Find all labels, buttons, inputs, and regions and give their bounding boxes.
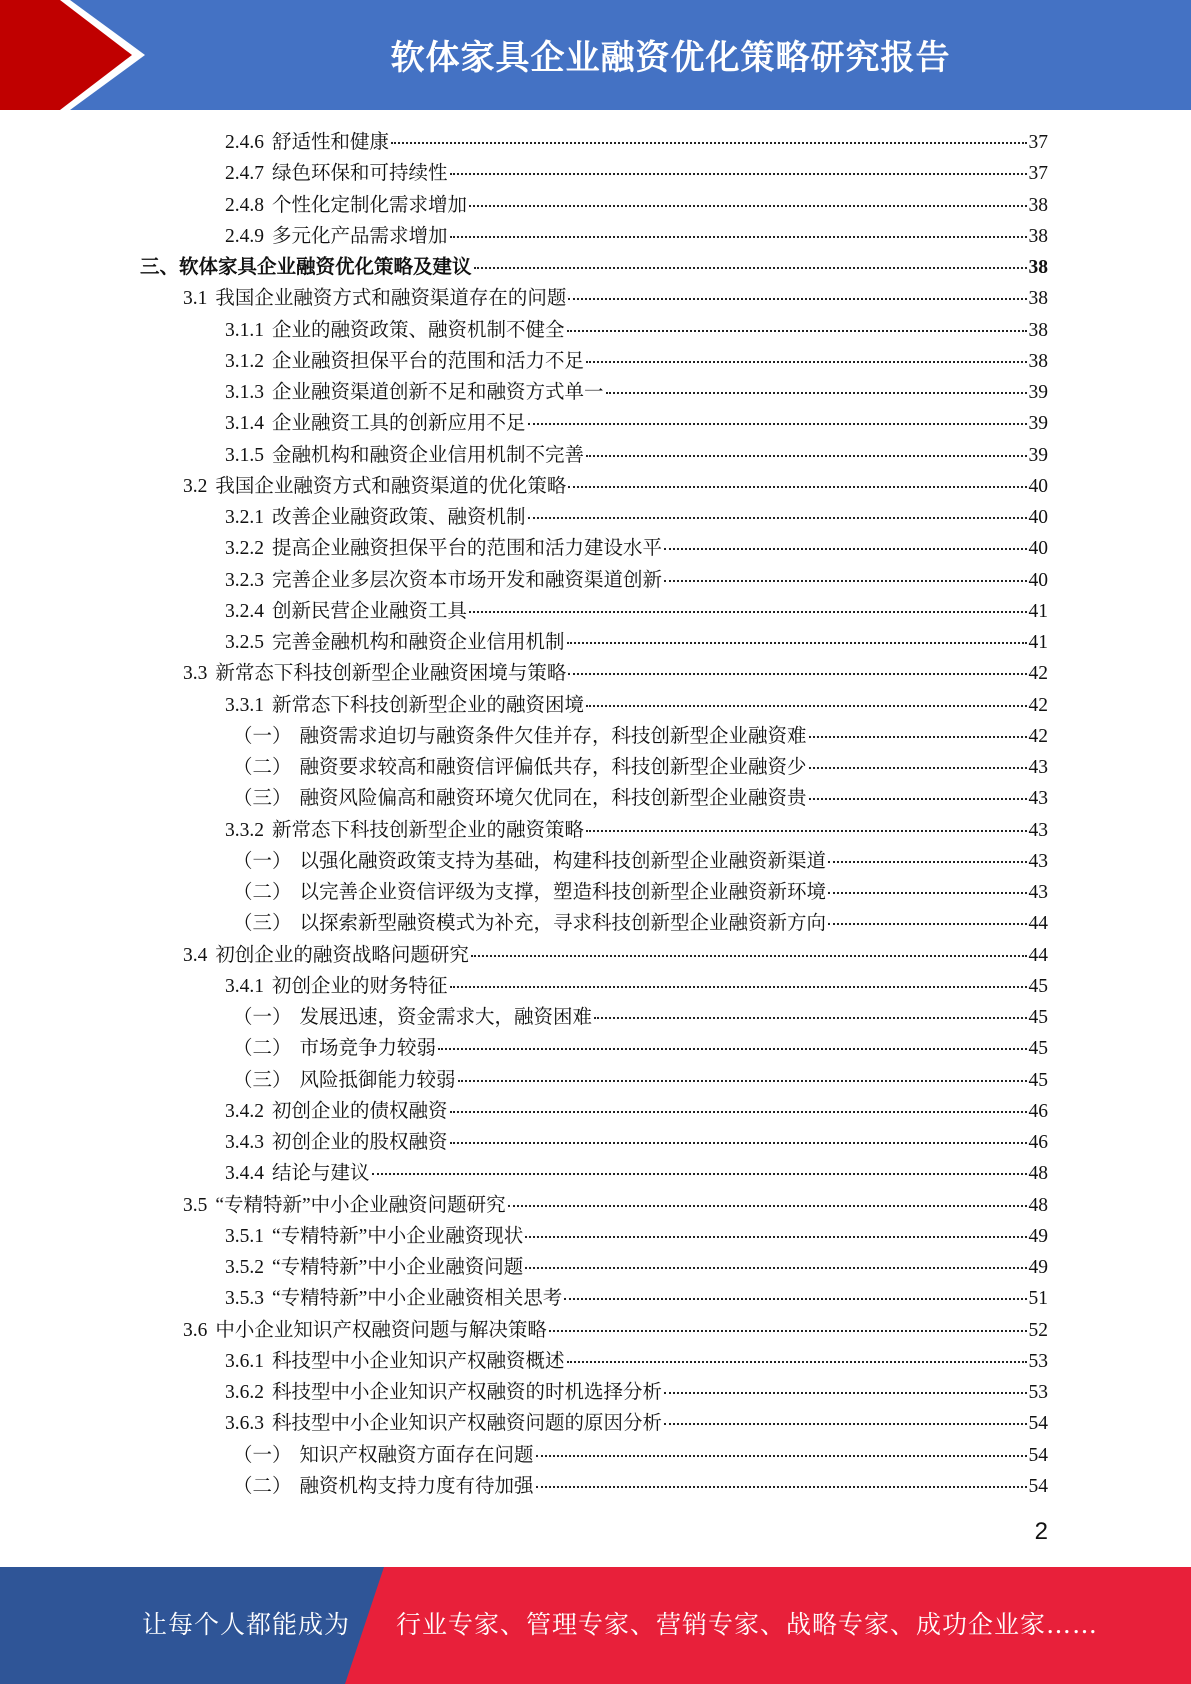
toc-entry-page: 43: [1028, 882, 1048, 903]
toc-dot-leader: [828, 861, 1026, 863]
page-number: 2: [1034, 1518, 1048, 1545]
toc-dot-leader: [438, 1048, 1026, 1050]
toc-entry-title: 创新民营企业融资工具: [272, 600, 468, 622]
toc-entry-title: 发展迅速，资金需求大，融资困难: [299, 1007, 593, 1028]
toc-dot-leader: [525, 1267, 1026, 1269]
toc-dot-leader: [528, 517, 1027, 519]
toc-entry-title: 企业融资担保平台的范围和活力不足: [272, 350, 585, 372]
toc-entry-title: 融资需求迫切与融资条件欠佳并存，科技创新型企业融资难: [299, 725, 807, 747]
toc-entry-number: （一）: [233, 1007, 292, 1028]
toc-entry-page: 48: [1028, 1163, 1048, 1185]
toc-entry-number: （一）: [233, 850, 292, 872]
toc-dot-leader: [568, 486, 1026, 488]
toc-dot-leader: [664, 548, 1026, 550]
toc-dot-leader: [391, 142, 1026, 144]
toc-entry[interactable]: [225, 502, 1048, 533]
toc-entry-title: 完善金融机构和融资企业信用机制: [272, 632, 565, 653]
toc-entry[interactable]: [225, 1346, 1048, 1377]
toc-dot-leader: [568, 673, 1026, 675]
toc-dot-leader: [568, 298, 1026, 300]
toc-entry-page: 39: [1028, 382, 1048, 403]
toc-dot-leader: [586, 361, 1026, 363]
toc-entry-title: “专精特新”中小企业融资问题: [272, 1257, 524, 1278]
toc-entry-title: 市场竞争力较弱: [299, 1038, 437, 1060]
toc-entry-number: 3.1.2: [225, 350, 264, 372]
toc-dot-leader: [594, 1017, 1026, 1019]
toc-dot-leader: [828, 892, 1026, 894]
toc-entry-page: 52: [1028, 1319, 1048, 1341]
toc-entry-number: 3.2.3: [225, 569, 264, 591]
toc-entry-number: 3.6.1: [225, 1350, 264, 1372]
toc-entry-number: （二）: [233, 757, 292, 778]
toc-entry-number: （三）: [233, 1069, 292, 1091]
toc-entry-title: 企业的融资政策、融资机制不健全: [272, 319, 565, 341]
toc-entry-number: 3.4: [183, 944, 208, 966]
toc-entry-page: 44: [1028, 944, 1048, 966]
toc-entry[interactable]: [225, 190, 1048, 221]
toc-entry[interactable]: [225, 971, 1048, 1002]
toc-entry[interactable]: [183, 940, 1048, 971]
toc-entry-title: 初创企业的债权融资: [272, 1100, 448, 1122]
toc-dot-leader: [809, 767, 1027, 769]
toc-dot-leader: [536, 1486, 1027, 1488]
toc-entry-number: 3.3.1: [225, 694, 264, 716]
toc-entry-number: 3.1: [183, 288, 208, 310]
toc-dot-leader: [586, 830, 1026, 832]
toc-entry-number: 3.1.4: [225, 413, 264, 435]
toc-entry[interactable]: [225, 1158, 1048, 1189]
toc-entry-page: 41: [1028, 600, 1048, 622]
toc-dot-leader: [372, 1173, 1027, 1175]
toc-entry[interactable]: [225, 1377, 1048, 1408]
toc-entry-number: 3.5: [183, 1194, 208, 1216]
toc-entry[interactable]: [225, 1408, 1048, 1439]
toc-entry[interactable]: [233, 783, 1048, 814]
toc-dot-leader: [450, 986, 1027, 988]
toc-entry-title: 融资机构支持力度有待加强: [299, 1475, 534, 1497]
toc-entry-page: 54: [1028, 1444, 1048, 1466]
toc-entry-title: 金融机构和融资企业信用机制不完善: [272, 444, 585, 466]
toc-entry-page: 51: [1028, 1288, 1048, 1310]
toc-entry-title: 科技型中小企业知识产权融资概述: [272, 1350, 565, 1372]
toc-entry[interactable]: [225, 565, 1048, 596]
toc-entry-title: 软体家具企业融资优化策略及建议: [179, 257, 472, 278]
toc-entry-title: 初创企业的财务特征: [272, 975, 448, 997]
toc-entry[interactable]: [140, 252, 1048, 283]
toc-entry-page: 37: [1028, 132, 1048, 153]
toc-entry-number: 3.4.3: [225, 1132, 264, 1153]
toc-entry-number: （一）: [233, 1444, 292, 1466]
toc-entry-number: 3.3.2: [225, 819, 264, 841]
toc-entry-page: 53: [1028, 1382, 1048, 1403]
toc-entry-number: （三）: [233, 788, 292, 810]
toc-entry[interactable]: [225, 127, 1048, 158]
toc-entry-title: 个性化定制化需求增加: [272, 194, 468, 216]
toc-entry-title: “专精特新”中小企业融资相关思考: [272, 1288, 563, 1310]
toc-dot-leader: [809, 736, 1027, 738]
toc-entry-number: 3.2.5: [225, 632, 264, 653]
toc-entry-number: （二）: [233, 1475, 292, 1497]
toc-entry[interactable]: [225, 1221, 1048, 1252]
toc-entry-number: 3.4.4: [225, 1163, 264, 1185]
toc-entry[interactable]: [233, 752, 1048, 783]
toc-entry-number: 3.3: [183, 663, 208, 685]
toc-entry-page: 41: [1028, 632, 1048, 653]
toc-entry[interactable]: [183, 658, 1048, 689]
toc-entry-page: 49: [1028, 1225, 1048, 1247]
toc-entry-page: 37: [1028, 163, 1048, 185]
toc-dot-leader: [508, 1205, 1027, 1207]
toc-entry-title: 以强化融资政策支持为基础，构建科技创新型企业融资新渠道: [299, 850, 827, 872]
toc-entry-page: 45: [1028, 1038, 1048, 1060]
page-header: [0, 0, 1191, 110]
toc-entry-title: 企业融资工具的创新应用不足: [272, 413, 526, 435]
footer-slogan-right: 行业专家、管理专家、营销专家、战略专家、成功企业家……: [396, 1610, 1099, 1639]
toc-entry[interactable]: [183, 1190, 1048, 1221]
toc-dot-leader: [567, 330, 1027, 332]
toc-entry-page: 39: [1028, 413, 1048, 435]
toc-entry-page: 43: [1028, 819, 1048, 841]
toc-entry-number: 3.5.3: [225, 1288, 264, 1310]
toc-entry[interactable]: [225, 408, 1048, 439]
toc-entry-number: （二）: [233, 882, 292, 903]
toc-entry-page: 49: [1028, 1257, 1048, 1278]
toc-entry[interactable]: [225, 377, 1048, 408]
toc-entry-page: 40: [1028, 507, 1048, 528]
toc-entry[interactable]: [225, 1252, 1048, 1283]
toc-entry-page: 45: [1028, 1069, 1048, 1091]
toc-entry-number: 3.1.5: [225, 444, 264, 466]
toc-entry-title: 新常态下科技创新型企业的融资策略: [272, 819, 585, 841]
toc-entry-page: 53: [1028, 1350, 1048, 1372]
toc-entry[interactable]: [225, 627, 1048, 658]
toc-entry-number: 3.5.2: [225, 1257, 264, 1278]
toc-entry[interactable]: [233, 846, 1048, 877]
toc-entry-title: 以探索新型融资模式为补充，寻求科技创新型企业融资新方向: [299, 913, 827, 935]
toc-entry-title: 初创企业的股权融资: [272, 1132, 448, 1153]
toc-entry-number: 2.4.7: [225, 163, 264, 185]
toc-entry-number: （二）: [233, 1038, 292, 1060]
toc-entry-page: 43: [1028, 757, 1048, 778]
toc-entry[interactable]: [225, 1096, 1048, 1127]
toc-entry[interactable]: [183, 1315, 1048, 1346]
toc-dot-leader: [664, 1392, 1026, 1394]
toc-entry-page: 39: [1028, 444, 1048, 466]
toc-entry-page: 38: [1028, 350, 1048, 372]
toc-entry-page: 44: [1028, 913, 1048, 935]
toc-entry-title: 我国企业融资方式和融资渠道的优化策略: [215, 475, 567, 497]
report-title: 软体家具企业融资优化策略研究报告: [390, 38, 951, 78]
toc-entry-page: 43: [1028, 788, 1048, 810]
toc-entry-page: 45: [1028, 975, 1048, 997]
toc-dot-leader: [664, 1423, 1026, 1425]
toc-entry[interactable]: [233, 1065, 1048, 1096]
toc-dot-leader: [458, 1080, 1027, 1082]
toc-entry-number: 3.5.1: [225, 1225, 264, 1247]
toc-entry-title: 我国企业融资方式和融资渠道存在的问题: [215, 288, 567, 310]
toc-entry-number: 三、: [140, 257, 180, 278]
toc-entry-number: 2.4.9: [225, 225, 264, 247]
toc-entry-number: 3.2: [183, 475, 208, 497]
toc-entry-page: 38: [1028, 225, 1048, 247]
toc-entry-page: 48: [1028, 1194, 1048, 1216]
toc-entry-number: 3.2.4: [225, 600, 264, 622]
toc-entry-number: 3.1.1: [225, 319, 264, 341]
toc-entry-page: 45: [1028, 1007, 1048, 1028]
toc-entry[interactable]: [225, 440, 1048, 471]
toc-entry-page: 38: [1028, 319, 1048, 341]
toc-dot-leader: [471, 955, 1027, 957]
toc-entry-number: 3.4.2: [225, 1100, 264, 1122]
toc-entry-title: 初创企业的融资战略问题研究: [215, 944, 469, 966]
toc-entry[interactable]: [225, 596, 1048, 627]
toc-entry-page: 43: [1028, 850, 1048, 872]
toc-entry-title: 提高企业融资担保平台的范围和活力建设水平: [272, 538, 663, 560]
toc-dot-leader: [664, 580, 1026, 582]
toc-dot-leader: [564, 1298, 1026, 1300]
toc-dot-leader: [809, 798, 1027, 800]
toc-dot-leader: [549, 1330, 1027, 1332]
toc-entry-title: 以完善企业资信评级为支撑，塑造科技创新型企业融资新环境: [299, 882, 827, 903]
toc-entry-title: 科技型中小企业知识产权融资的时机选择分析: [272, 1382, 663, 1403]
toc-entry-page: 40: [1028, 538, 1048, 560]
toc-entry-page: 40: [1028, 475, 1048, 497]
toc-entry[interactable]: [225, 221, 1048, 252]
toc-entry-number: 3.2.2: [225, 538, 264, 560]
toc-entry[interactable]: [233, 721, 1048, 752]
toc-entry-title: 科技型中小企业知识产权融资问题的原因分析: [272, 1413, 663, 1435]
toc-entry-page: 42: [1028, 694, 1048, 716]
toc-entry-number: （三）: [233, 913, 292, 935]
toc-entry-title: 舒适性和健康: [272, 132, 390, 153]
toc-dot-leader: [450, 173, 1027, 175]
toc-entry[interactable]: [225, 533, 1048, 564]
toc-entry-page: 46: [1028, 1132, 1048, 1153]
toc-dot-leader: [586, 705, 1026, 707]
toc-entry-title: 改善企业融资政策、融资机制: [272, 507, 526, 528]
toc-entry-title: “专精特新”中小企业融资现状: [272, 1225, 524, 1247]
toc-entry-number: 3.4.1: [225, 975, 264, 997]
toc-entry[interactable]: [183, 471, 1048, 502]
toc-entry-page: 38: [1028, 288, 1048, 310]
toc-entry-title: 新常态下科技创新型企业融资困境与策略: [215, 663, 567, 685]
toc-entry-page: 38: [1028, 194, 1048, 216]
toc-dot-leader: [450, 236, 1027, 238]
toc-dot-leader: [567, 1361, 1027, 1363]
toc-dot-leader: [469, 611, 1026, 613]
toc-entry-page: 54: [1028, 1475, 1048, 1497]
toc-dot-leader: [525, 1236, 1026, 1238]
toc-entry-title: 风险抵御能力较弱: [299, 1069, 456, 1091]
toc-dot-leader: [567, 642, 1027, 644]
toc-dot-leader: [828, 923, 1026, 925]
toc-entry-page: 40: [1028, 569, 1048, 591]
toc-entry[interactable]: [233, 877, 1048, 908]
toc-entry-title: 企业融资渠道创新不足和融资方式单一: [272, 382, 604, 403]
toc-dot-leader: [474, 267, 1027, 269]
header-arrow-decoration: [0, 0, 160, 110]
toc-entry-title: 完善企业多层次资本市场开发和融资渠道创新: [272, 569, 663, 591]
toc-entry[interactable]: [233, 908, 1048, 939]
toc-dot-leader: [469, 205, 1026, 207]
toc-dot-leader: [528, 423, 1027, 425]
toc-entry-page: 42: [1028, 725, 1048, 747]
toc-entry[interactable]: [233, 1440, 1048, 1471]
toc-entry[interactable]: [225, 346, 1048, 377]
toc-entry[interactable]: [225, 315, 1048, 346]
toc-entry-number: 2.4.8: [225, 194, 264, 216]
toc-entry[interactable]: [225, 690, 1048, 721]
toc-entry-title: 绿色环保和可持续性: [272, 163, 448, 185]
toc-entry[interactable]: [183, 283, 1048, 314]
toc-entry-number: 3.1.3: [225, 382, 264, 403]
toc-entry-title: 多元化产品需求增加: [272, 225, 448, 247]
toc-entry-title: 中小企业知识产权融资问题与解决策略: [215, 1319, 547, 1341]
toc-entry-title: 融资要求较高和融资信评偏低共存，科技创新型企业融资少: [299, 757, 807, 778]
toc-entry-page: 54: [1028, 1413, 1048, 1435]
toc-dot-leader: [536, 1455, 1027, 1457]
toc-dot-leader: [450, 1142, 1027, 1144]
toc-entry-title: 新常态下科技创新型企业的融资困境: [272, 694, 585, 716]
toc-entry-title: 结论与建议: [272, 1163, 370, 1185]
toc-entry[interactable]: [225, 1283, 1048, 1314]
toc-entry-number: 2.4.6: [225, 132, 264, 153]
toc-entry-number: 3.2.1: [225, 507, 264, 528]
toc-entry[interactable]: [233, 1033, 1048, 1064]
toc-entry[interactable]: [225, 815, 1048, 846]
toc-entry-page: 38: [1028, 257, 1048, 278]
toc-entry-number: （一）: [233, 725, 292, 747]
toc-entry[interactable]: [225, 158, 1048, 189]
toc-entry-number: 3.6.3: [225, 1413, 264, 1435]
toc-dot-leader: [450, 1111, 1027, 1113]
toc-entry[interactable]: [233, 1002, 1048, 1033]
toc-entry-title: “专精特新”中小企业融资问题研究: [215, 1194, 506, 1216]
page-footer: [0, 1567, 1191, 1684]
toc-dot-leader: [606, 392, 1027, 394]
toc-entry-title: 知识产权融资方面存在问题: [299, 1444, 534, 1466]
toc-entry-number: 3.6: [183, 1319, 208, 1341]
toc-entry[interactable]: [225, 1127, 1048, 1158]
toc-entry-title: 融资风险偏高和融资环境欠优同在，科技创新型企业融资贵: [299, 788, 807, 810]
toc-entry-number: 3.6.2: [225, 1382, 264, 1403]
toc-entry-page: 46: [1028, 1100, 1048, 1122]
toc-entry-page: 42: [1028, 663, 1048, 685]
toc-dot-leader: [586, 455, 1026, 457]
toc-entry[interactable]: [233, 1471, 1048, 1502]
footer-slogan-left: 让每个人都能成为: [142, 1610, 351, 1639]
